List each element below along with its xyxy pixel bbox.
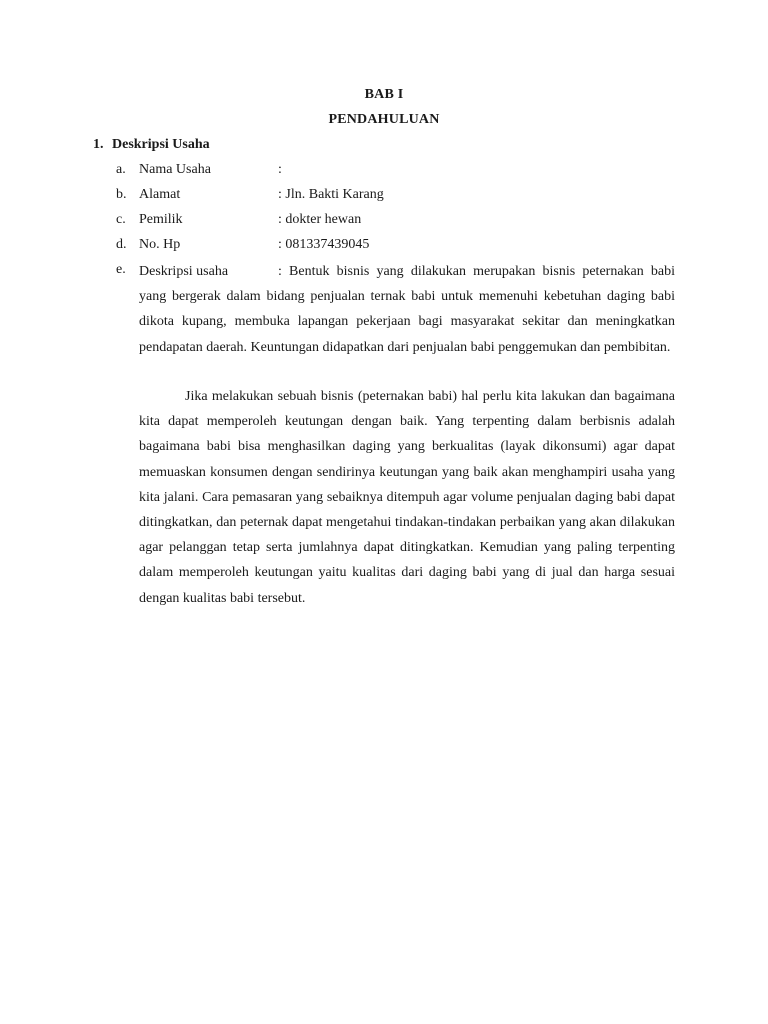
- list-item-letter: b.: [116, 187, 127, 202]
- list-item-letter: a.: [116, 162, 126, 177]
- section-title: Deskripsi Usaha: [112, 137, 210, 152]
- list-item-alamat: [0, 187, 768, 209]
- chapter-number: BAB I: [364, 87, 404, 102]
- list-item-value: : Jln. Bakti Karang: [278, 187, 384, 202]
- chapter-title: PENDAHULUAN: [328, 112, 440, 127]
- list-item-nama-usaha: [0, 162, 768, 184]
- list-item-letter: c.: [116, 212, 126, 227]
- list-item-value: : dokter hewan: [278, 212, 362, 227]
- list-item-no-hp: [0, 237, 768, 259]
- list-item-label: Nama Usaha: [139, 162, 211, 177]
- description-text-1: : Bentuk bisnis yang dilakukan merupakan bisnis peternakan babi yang bergerak dalam bidang penjualan ternak babi untuk memenuhi kebetuhan daging babi dikota kupang, membuka lapangan pekerjaan bagi masyarakat sekitar dan meningkatkan pendapatan daerah. Keuntungan didapatkan dari penjualan babi penggemukan dan pembibitan.: [139, 264, 675, 355]
- list-item-label: Deskripsi usaha: [139, 264, 229, 279]
- description-paragraph-1: [139, 259, 675, 360]
- list-item-letter: d.: [116, 237, 127, 252]
- list-item-value: : 081337439045: [278, 237, 370, 252]
- section-number: 1.: [93, 137, 104, 152]
- section-heading: [93, 137, 210, 153]
- description-paragraph-2: Jika melakukan sebuah bisnis (peternakan babi) hal perlu kita lakukan dan bagaimana kita dapat memperoleh keutungan dengan baik. Yang terpenting dalam berbisnis adalah bagaimana babi bisa menghasilkan daging yang berkualitas (layak dikonsumi) agar dapat memuaskan konsumen dengan sendirinya keutungan yang baik akan menghampiri usaha yang kita jalani. Cara pemasaran yang sebaiknya ditempuh agar volume penjualan daging babi dapat ditingkatkan, dan peternak dapat mengetahui tindakan-tindakan perbaikan yang akan dilakukan agar pelanggan tetap serta jumlahnya dapat ditingkatkan. Kemudian yang paling terpenting dalam memperoleh keutungan yaitu kualitas dari daging babi yang di jual dan harga sesuai dengan kualitas babi tersebut.: [139, 389, 675, 606]
- list-item-value: :: [278, 162, 282, 177]
- list-item-label: No. Hp: [139, 237, 181, 252]
- list-item-letter: e.: [116, 262, 126, 277]
- list-item-label: Pemilik: [139, 212, 183, 227]
- list-item-pemilik: [0, 212, 768, 234]
- list-item-label: Alamat: [139, 187, 181, 202]
